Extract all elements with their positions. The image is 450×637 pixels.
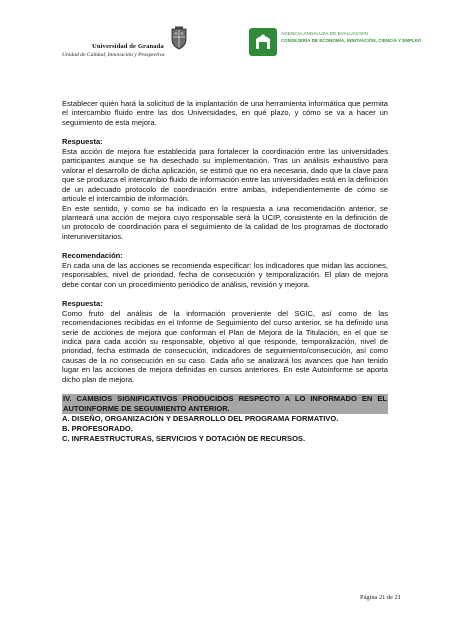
university-name: Universidad de Granada xyxy=(92,43,164,50)
junta-andalucia-icon xyxy=(248,27,278,57)
university-crest-icon xyxy=(169,26,189,50)
agency-line-1: AGENCIA ANDALUZA DE EVALUACIÓN xyxy=(281,31,368,36)
respuesta-heading-2: Respuesta: xyxy=(62,299,103,309)
page-header xyxy=(0,26,450,66)
agency-line-2: CONSEJERÍA DE ECONOMÍA, INNOVACIÓN, CIENCIA Y EMPLEO xyxy=(281,38,422,43)
section-title: IV. CAMBIOS SIGNIFICATIVOS PRODUCIDOS RESPECTO A LO INFORMADO EN EL AUTOINFORME DE SEGUIMIENTO ANTERIOR. xyxy=(63,394,387,414)
university-logo xyxy=(62,26,192,66)
recomendacion-heading: Recomendación: xyxy=(62,251,123,261)
agency-logo xyxy=(248,27,422,57)
respuesta-paragraph-3: Como fruto del análisis de la información proveniente del SGIC, así como de las recomendaciones recibidas en el Informe de Seguimiento del curso anterior, se ha definido una serie de acciones de mejora que conforman el Plan de Mejora de la Titulación, en el que se indica para cada acción su responsable, objetivo al que responde, temporalización, nivel de prioridad, fecha estimada de consecución, indicadores de seguimiento/consecución, así como causas de la no consecución en su caso. Cada año se analizará los avances que han tenido lugar en las acciones de mejora definidas en cursos anteriores. En este Autoinforme se aporta dicho plan de mejora. xyxy=(62,308,388,384)
document-body xyxy=(62,99,388,444)
subsection-c: C. INFRAESTRUCTURAS, SERVICIOS Y DOTACIÓN DE RECURSOS. xyxy=(62,434,306,444)
respuesta-heading-1: Respuesta: xyxy=(62,137,103,147)
subsection-b: B. PROFESORADO. xyxy=(62,424,133,434)
recomendacion-paragraph: En cada una de las acciones se recomienda especificar: los indicadores que midan las acciones, responsables, nivel de prioridad, fecha de consecución y temporalización. El plan de mejora debe contar con un procedimiento periódico de análisis, revisión y mejora. xyxy=(62,260,388,289)
respuesta-paragraph-1: Esta acción de mejora fue establecida para fortalecer la coordinación entre las universidades participantes aunque se ha desechado su implementación. Tras un análisis exhaustivo para valorar el desarrollo de dicha aplicación, se estimó que no era necesaria, dado que la clave para que se produzca el intercambio fluido de información entre las universidades está en la definición de un adecuado protocolo de coordinación entre ambas, independientemente de cómo se articule el intercambio de información. xyxy=(62,146,388,204)
subsection-a: A. DISEÑO, ORGANIZACIÓN Y DESARROLLO DEL PROGRAMA FORMATIVO. xyxy=(62,413,339,423)
respuesta-paragraph-2: En este sentido, y como se ha indicado en la respuesta a una recomendación anterior, se planteará una acción de mejora cuyo responsable será la UCIP, consistente en la definición de un protocolo de coordinación para el seguimiento de la calidad de los programas de doctorado interuniversitarios. xyxy=(62,203,388,241)
university-unit: Unidad de Calidad, Innovación y Prospectiva xyxy=(62,52,165,58)
intro-paragraph: Establecer quién hará la solicitud de la implantación de una herramienta informática que permita el intercambio fluido entre las dos Universidades, en qué plazo, y cómo se va a hacer un seguimiento de esta mejora. xyxy=(62,99,388,127)
page-number: Página 21 de 21 xyxy=(360,594,401,601)
